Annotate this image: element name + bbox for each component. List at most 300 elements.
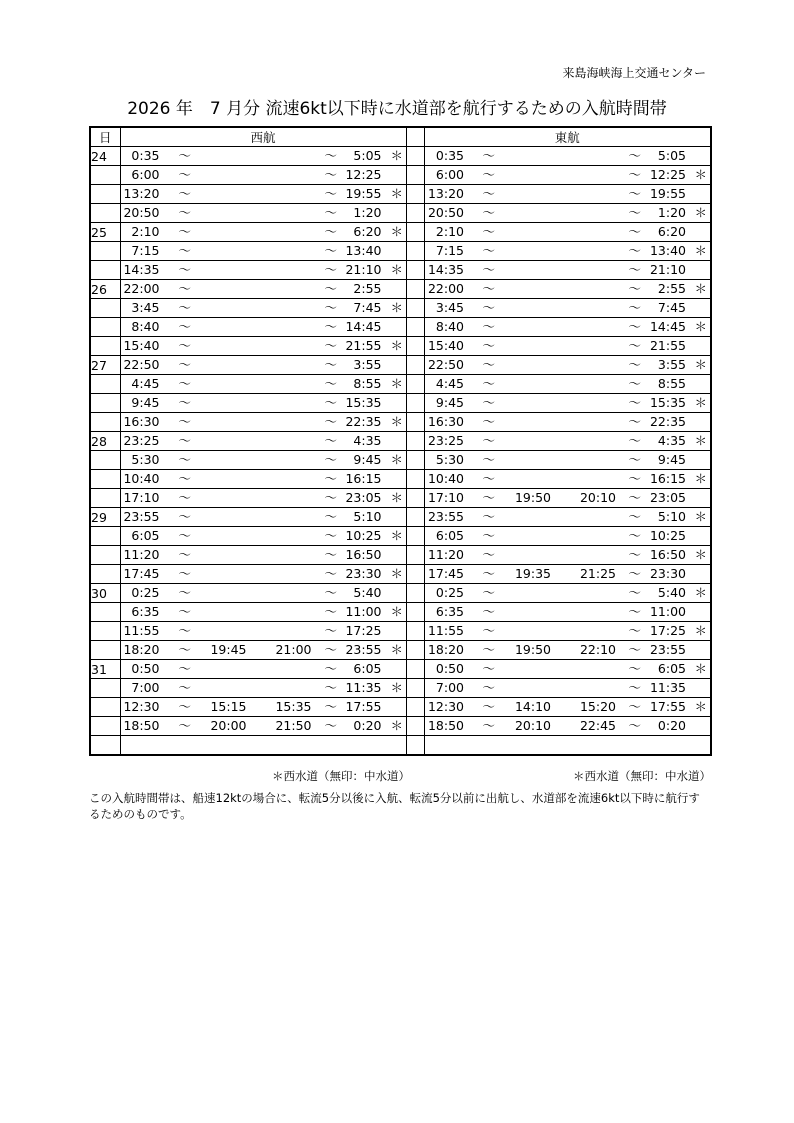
start-time: 6:05	[435, 528, 464, 543]
west-channel-mark: ＊	[694, 205, 708, 220]
table-row	[90, 375, 711, 394]
tilde-separator: ～	[628, 471, 642, 486]
e-cell	[424, 451, 711, 470]
west-channel-mark: ＊	[694, 281, 708, 296]
end-time: 9:45	[353, 452, 382, 467]
start-time: 12:30	[427, 699, 464, 714]
w-cell	[120, 394, 406, 413]
column-gap	[406, 622, 424, 641]
west-channel-mark: ＊	[390, 452, 404, 467]
column-gap	[406, 127, 424, 147]
day-cell	[90, 318, 120, 337]
tilde-separator: ～	[324, 585, 338, 600]
w-cell	[120, 299, 406, 318]
column-gap	[406, 375, 424, 394]
start-time: 23:55	[427, 509, 464, 524]
table-row	[90, 736, 711, 756]
end-time: 3:55	[657, 357, 686, 372]
tilde-separator: ～	[324, 167, 338, 182]
tilde-separator: ～	[628, 205, 642, 220]
tilde-separator: ～	[482, 642, 496, 657]
tilde-separator: ～	[178, 680, 192, 695]
start-time: 10:40	[427, 471, 464, 486]
table-row	[90, 451, 711, 470]
start-time: 7:00	[435, 680, 464, 695]
column-gap	[406, 337, 424, 356]
tilde-separator: ～	[628, 376, 642, 391]
end-time: 22:35	[345, 414, 382, 429]
day-cell	[90, 717, 120, 736]
table-row	[90, 546, 711, 565]
start-time: 6:35	[435, 604, 464, 619]
end-time: 19:55	[345, 186, 382, 201]
tilde-separator: ～	[482, 338, 496, 353]
start-time: 18:20	[123, 642, 160, 657]
start-time: 11:55	[123, 623, 160, 638]
day-cell	[90, 489, 120, 508]
table-row	[90, 679, 711, 698]
start-time: 8:40	[131, 319, 160, 334]
table-row	[90, 242, 711, 261]
e-cell	[424, 413, 711, 432]
end-time: 9:45	[657, 452, 686, 467]
start-time: 4:45	[435, 376, 464, 391]
end-time: 19:55	[649, 186, 686, 201]
end-time: 3:55	[353, 357, 382, 372]
tilde-separator: ～	[324, 281, 338, 296]
end-time: 6:05	[657, 661, 686, 676]
tilde-separator: ～	[324, 452, 338, 467]
e-cell	[424, 717, 711, 736]
start-time: 23:25	[427, 433, 464, 448]
middle-time-1: 15:15	[210, 699, 247, 714]
table-row	[90, 660, 711, 679]
w-cell	[120, 337, 406, 356]
tilde-separator: ～	[628, 281, 642, 296]
tilde-separator: ～	[178, 604, 192, 619]
page-title: 2026 年 7 月分 流速6kt以下時に水道部を航行するための入航時間帯	[127, 99, 667, 119]
start-time: 6:00	[131, 167, 160, 182]
e-cell	[424, 546, 711, 565]
end-time: 12:25	[345, 167, 382, 182]
day-cell	[90, 451, 120, 470]
start-time: 22:50	[123, 357, 160, 372]
start-time: 7:15	[435, 243, 464, 258]
tilde-separator: ～	[628, 357, 642, 372]
e-cell	[424, 432, 711, 451]
tilde-separator: ～	[628, 395, 642, 410]
e-cell	[424, 470, 711, 489]
tilde-separator: ～	[324, 338, 338, 353]
tilde-separator: ～	[482, 357, 496, 372]
column-gap	[406, 261, 424, 280]
tilde-separator: ～	[324, 357, 338, 372]
tilde-separator: ～	[482, 376, 496, 391]
e-cell	[424, 299, 711, 318]
day-cell	[90, 603, 120, 622]
start-time: 0:50	[435, 661, 464, 676]
w-cell	[120, 413, 406, 432]
tilde-separator: ～	[482, 281, 496, 296]
w-cell	[120, 204, 406, 223]
end-time: 23:55	[345, 642, 382, 657]
tilde-separator: ～	[628, 623, 642, 638]
w-cell	[120, 622, 406, 641]
e-cell	[424, 394, 711, 413]
w-cell	[120, 565, 406, 584]
table-row	[90, 470, 711, 489]
start-time: 6:00	[435, 167, 464, 182]
w-cell	[120, 641, 406, 660]
tilde-separator: ～	[482, 262, 496, 277]
column-gap	[406, 660, 424, 679]
table-row	[90, 641, 711, 660]
tilde-separator: ～	[482, 528, 496, 543]
e-cell	[424, 318, 711, 337]
column-gap	[406, 470, 424, 489]
start-time: 11:20	[123, 547, 160, 562]
day-cell: 27	[90, 356, 120, 375]
tilde-separator: ～	[628, 167, 642, 182]
west-channel-mark: ＊	[390, 642, 404, 657]
west-channel-mark: ＊	[694, 509, 708, 524]
tilde-separator: ～	[178, 642, 192, 657]
column-gap	[406, 698, 424, 717]
column-gap	[406, 413, 424, 432]
tilde-separator: ～	[482, 566, 496, 581]
start-time: 18:50	[427, 718, 464, 733]
column-gap	[406, 318, 424, 337]
west-channel-mark: ＊	[390, 338, 404, 353]
tilde-separator: ～	[178, 300, 192, 315]
column-gap	[406, 717, 424, 736]
table-row	[90, 489, 711, 508]
column-gap	[406, 565, 424, 584]
table-row	[90, 337, 711, 356]
end-time: 21:10	[649, 262, 686, 277]
tilde-separator: ～	[482, 585, 496, 600]
tilde-separator: ～	[482, 509, 496, 524]
middle-time-1: 19:50	[514, 490, 551, 505]
w-cell	[120, 432, 406, 451]
west-channel-mark: ＊	[390, 718, 404, 733]
start-time: 9:45	[131, 395, 160, 410]
tilde-separator: ～	[482, 243, 496, 258]
e-cell	[424, 356, 711, 375]
table-row	[90, 280, 711, 299]
east-header: 東航	[424, 127, 711, 147]
end-time: 0:20	[353, 718, 382, 733]
e-cell	[424, 565, 711, 584]
end-time: 1:20	[353, 205, 382, 220]
day-cell	[90, 470, 120, 489]
start-time: 2:10	[131, 224, 160, 239]
day-cell: 26	[90, 280, 120, 299]
tilde-separator: ～	[482, 414, 496, 429]
tilde-separator: ～	[324, 471, 338, 486]
tilde-separator: ～	[324, 547, 338, 562]
tilde-separator: ～	[324, 718, 338, 733]
end-time: 8:55	[657, 376, 686, 391]
e-cell	[424, 641, 711, 660]
column-gap	[406, 185, 424, 204]
table-row	[90, 698, 711, 717]
middle-time-2: 15:35	[275, 699, 312, 714]
timetable	[89, 126, 712, 756]
day-header: 日	[90, 127, 120, 147]
footnote: この入航時間帯は、船速12ktの場合に、転流5分以後に入航、転流5分以前に出航し、水道部を流速6kt以下時に航行するためのものです。	[89, 791, 700, 821]
table-row	[90, 261, 711, 280]
start-time: 22:00	[123, 281, 160, 296]
w-cell	[120, 679, 406, 698]
start-time: 17:10	[427, 490, 464, 505]
west-channel-mark: ＊	[390, 224, 404, 239]
w-cell	[120, 584, 406, 603]
end-time: 2:55	[657, 281, 686, 296]
tilde-separator: ～	[324, 395, 338, 410]
column-gap	[406, 451, 424, 470]
tilde-separator: ～	[178, 547, 192, 562]
day-cell	[90, 546, 120, 565]
column-gap	[406, 147, 424, 166]
tilde-separator: ～	[628, 186, 642, 201]
table-row	[90, 356, 711, 375]
tilde-separator: ～	[628, 718, 642, 733]
end-time: 5:05	[657, 148, 686, 163]
west-channel-mark: ＊	[694, 547, 708, 562]
tilde-separator: ～	[628, 566, 642, 581]
tilde-separator: ～	[178, 224, 192, 239]
middle-time-2: 22:10	[579, 642, 616, 657]
tilde-separator: ～	[178, 338, 192, 353]
end-time: 7:45	[353, 300, 382, 315]
e-cell	[424, 622, 711, 641]
e-cell	[424, 489, 711, 508]
end-time: 5:40	[657, 585, 686, 600]
tilde-separator: ～	[324, 205, 338, 220]
e-cell	[424, 660, 711, 679]
west-channel-mark: ＊	[694, 167, 708, 182]
middle-time-2: 21:00	[275, 642, 312, 657]
west-channel-mark: ＊	[390, 528, 404, 543]
organization-name: 来島海峡海上交通センター	[562, 66, 706, 80]
w-cell	[120, 470, 406, 489]
day-cell	[90, 299, 120, 318]
tilde-separator: ～	[178, 699, 192, 714]
w-cell	[120, 451, 406, 470]
west-channel-mark: ＊	[390, 300, 404, 315]
end-time: 6:05	[353, 661, 382, 676]
end-time: 10:25	[649, 528, 686, 543]
table-row	[90, 147, 711, 166]
w-cell	[120, 546, 406, 565]
end-time: 14:45	[345, 319, 382, 334]
day-cell	[90, 375, 120, 394]
tilde-separator: ～	[324, 243, 338, 258]
tilde-separator: ～	[178, 148, 192, 163]
tilde-separator: ～	[482, 680, 496, 695]
tilde-separator: ～	[482, 547, 496, 562]
e-cell	[424, 736, 711, 756]
end-time: 2:55	[353, 281, 382, 296]
middle-time-2: 21:50	[275, 718, 312, 733]
day-cell	[90, 622, 120, 641]
e-cell	[424, 375, 711, 394]
column-gap	[406, 299, 424, 318]
end-time: 16:15	[649, 471, 686, 486]
tilde-separator: ～	[324, 376, 338, 391]
e-cell	[424, 261, 711, 280]
table-row	[90, 185, 711, 204]
west-channel-mark: ＊	[390, 262, 404, 277]
tilde-separator: ～	[178, 243, 192, 258]
w-cell	[120, 489, 406, 508]
end-time: 17:25	[345, 623, 382, 638]
day-cell	[90, 679, 120, 698]
west-channel-mark: ＊	[694, 585, 708, 600]
tilde-separator: ～	[628, 547, 642, 562]
tilde-separator: ～	[628, 604, 642, 619]
start-time: 0:35	[435, 148, 464, 163]
e-cell	[424, 147, 711, 166]
tilde-separator: ～	[178, 205, 192, 220]
start-time: 18:50	[123, 718, 160, 733]
timetable-body	[90, 147, 711, 756]
tilde-separator: ～	[178, 528, 192, 543]
middle-time-2: 15:20	[579, 699, 616, 714]
end-time: 6:20	[353, 224, 382, 239]
tilde-separator: ～	[324, 566, 338, 581]
table-row	[90, 527, 711, 546]
w-cell	[120, 603, 406, 622]
tilde-separator: ～	[628, 699, 642, 714]
tilde-separator: ～	[628, 224, 642, 239]
start-time: 8:40	[435, 319, 464, 334]
start-time: 23:25	[123, 433, 160, 448]
day-cell: 24	[90, 147, 120, 166]
start-time: 0:35	[131, 148, 160, 163]
tilde-separator: ～	[324, 642, 338, 657]
column-gap	[406, 242, 424, 261]
end-time: 17:55	[649, 699, 686, 714]
start-time: 7:15	[131, 243, 160, 258]
tilde-separator: ～	[628, 661, 642, 676]
table-row	[90, 603, 711, 622]
start-time: 23:55	[123, 509, 160, 524]
tilde-separator: ～	[178, 414, 192, 429]
column-gap	[406, 356, 424, 375]
table-row	[90, 565, 711, 584]
end-time: 1:20	[657, 205, 686, 220]
west-channel-mark: ＊	[390, 680, 404, 695]
west-channel-mark: ＊	[694, 433, 708, 448]
day-cell	[90, 698, 120, 717]
middle-time-1: 19:45	[210, 642, 247, 657]
middle-time-1: 19:50	[514, 642, 551, 657]
start-time: 17:45	[123, 566, 160, 581]
tilde-separator: ～	[482, 319, 496, 334]
start-time: 5:30	[435, 452, 464, 467]
west-channel-mark: ＊	[390, 566, 404, 581]
day-cell	[90, 736, 120, 756]
end-time: 21:10	[345, 262, 382, 277]
tilde-separator: ～	[482, 186, 496, 201]
tilde-separator: ～	[628, 414, 642, 429]
tilde-separator: ～	[482, 623, 496, 638]
day-cell: 31	[90, 660, 120, 679]
tilde-separator: ～	[482, 699, 496, 714]
end-time: 5:10	[657, 509, 686, 524]
start-time: 0:25	[435, 585, 464, 600]
table-row	[90, 432, 711, 451]
end-time: 8:55	[353, 376, 382, 391]
tilde-separator: ～	[324, 262, 338, 277]
start-time: 6:05	[131, 528, 160, 543]
tilde-separator: ～	[178, 509, 192, 524]
end-time: 4:35	[353, 433, 382, 448]
tilde-separator: ～	[324, 319, 338, 334]
end-time: 5:05	[353, 148, 382, 163]
middle-time-2: 21:25	[579, 566, 616, 581]
start-time: 18:20	[427, 642, 464, 657]
start-time: 4:45	[131, 376, 160, 391]
tilde-separator: ～	[324, 680, 338, 695]
west-channel-mark: ＊	[694, 623, 708, 638]
tilde-separator: ～	[628, 585, 642, 600]
middle-time-2: 20:10	[579, 490, 616, 505]
e-cell	[424, 603, 711, 622]
end-time: 14:45	[649, 319, 686, 334]
start-time: 11:55	[427, 623, 464, 638]
west-channel-mark: ＊	[694, 319, 708, 334]
w-cell	[120, 527, 406, 546]
tilde-separator: ～	[324, 528, 338, 543]
table-row	[90, 508, 711, 527]
end-time: 5:10	[353, 509, 382, 524]
day-cell	[90, 641, 120, 660]
table-row	[90, 413, 711, 432]
tilde-separator: ～	[178, 281, 192, 296]
tilde-separator: ～	[628, 433, 642, 448]
west-channel-mark: ＊	[694, 243, 708, 258]
column-gap	[406, 603, 424, 622]
end-time: 23:30	[345, 566, 382, 581]
tilde-separator: ～	[178, 376, 192, 391]
tilde-separator: ～	[628, 509, 642, 524]
start-time: 16:30	[123, 414, 160, 429]
column-gap	[406, 394, 424, 413]
column-gap	[406, 679, 424, 698]
west-channel-mark: ＊	[390, 414, 404, 429]
tilde-separator: ～	[628, 528, 642, 543]
day-cell	[90, 204, 120, 223]
tilde-separator: ～	[324, 414, 338, 429]
column-gap	[406, 432, 424, 451]
end-time: 11:35	[345, 680, 382, 695]
tilde-separator: ～	[628, 262, 642, 277]
w-cell	[120, 375, 406, 394]
e-cell	[424, 679, 711, 698]
end-time: 15:35	[345, 395, 382, 410]
start-time: 2:10	[435, 224, 464, 239]
tilde-separator: ～	[324, 490, 338, 505]
start-time: 3:45	[131, 300, 160, 315]
w-cell	[120, 356, 406, 375]
start-time: 15:40	[123, 338, 160, 353]
day-cell	[90, 261, 120, 280]
start-time: 3:45	[435, 300, 464, 315]
start-time: 15:40	[427, 338, 464, 353]
